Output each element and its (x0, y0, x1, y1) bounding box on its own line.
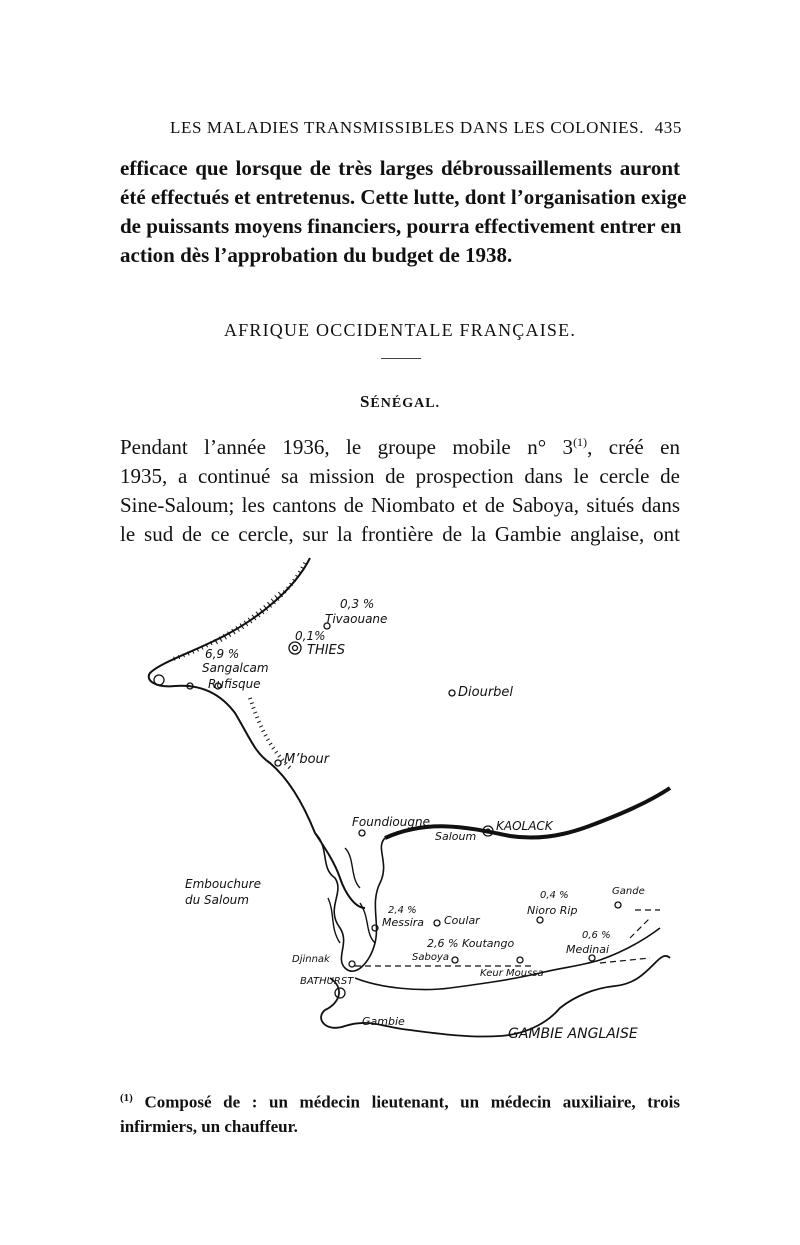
label-bathurst: BATHURST (300, 976, 354, 987)
paragraph-line (120, 428, 680, 462)
subsection-title (0, 392, 800, 412)
thies-marker (289, 642, 301, 654)
saloum-delta (315, 833, 385, 971)
label-koutango: 2,6 % Koutango (427, 937, 515, 950)
label-tivaouane: Tivaouane (325, 612, 388, 626)
label-tivaouane-pct: 0,3 % (340, 597, 375, 611)
label-gambie-anglaise: GAMBIE ANGLAISE (508, 1026, 638, 1042)
paragraph-line-text: Pendant l’année 1936, le groupe mobile n° 3 (120, 435, 574, 459)
label-diourbel: Diourbel (458, 685, 514, 700)
subsection-rest: ÉNÉGAL. (370, 396, 441, 411)
paragraph-line-tail: , créé en (587, 435, 680, 459)
label-rufisque: Rufisque (208, 677, 261, 691)
label-kaolack: KAOLACK (496, 819, 553, 833)
label-embouchure-1: Embouchure (185, 877, 261, 891)
label-messira: Messira (382, 916, 425, 929)
footnote-line-text: Composé de : un médecin lieutenant, un médecin auxiliaire, trois (144, 1092, 680, 1112)
diourbel-marker (449, 690, 455, 696)
label-embouchure-2: du Saloum (185, 893, 249, 907)
coular-marker (434, 920, 440, 926)
label-gambie: Gambie (362, 1015, 405, 1028)
paragraph-2 (120, 428, 680, 549)
label-mbour: M’bour (284, 752, 330, 767)
label-messira-pct: 2,4 % (388, 905, 417, 916)
bathurst-marker (335, 988, 345, 998)
label-saboya: Saboya (412, 952, 449, 963)
page-number: 435 (654, 118, 682, 137)
paragraph-line: le sud de ce cercle, sur la frontière de la Gambie anglaise, ont (120, 522, 680, 546)
label-foundiougne: Foundiougne (352, 815, 430, 829)
label-medina: Medinai (566, 943, 610, 956)
label-sangalcam-pct: 6,9 % (205, 647, 240, 661)
paragraph-1 (120, 154, 687, 270)
label-thies-pct: 0,1% (295, 629, 326, 643)
senegal-map (130, 548, 680, 1068)
dakar-marker (154, 675, 164, 685)
section-divider (381, 358, 421, 359)
subsection-cap: S (359, 392, 371, 411)
label-medina-pct: 0,6 % (582, 930, 611, 941)
paragraph-line: efficace que lorsque de très larges débroussaillements auront (120, 156, 680, 180)
label-nioro: Nioro Rip (527, 904, 578, 917)
label-saloum: Saloum (435, 830, 477, 843)
saboya-marker (452, 957, 458, 963)
label-djinnak: Djinnak (292, 954, 330, 965)
footnote (120, 1086, 680, 1139)
running-title: LES MALADIES TRANSMISSIBLES DANS LES COLONIES. (170, 118, 645, 137)
label-gande: Gande (612, 886, 645, 897)
koutango-marker (517, 957, 523, 963)
paragraph-line: de puissants moyens financiers, pourra effectivement entrer en (120, 214, 682, 238)
paragraph-line: action dès l’approbation du budget de 1938. (120, 243, 513, 267)
paragraph-line: été effectués et entretenus. Cette lutte, dont l’organisation exige (120, 185, 687, 209)
label-sangalcam: Sangalcam (202, 661, 269, 675)
label-coular: Coular (444, 914, 480, 927)
gande-marker (615, 902, 621, 908)
footnote-line: infirmiers, un chauffeur. (120, 1116, 298, 1136)
footnote-marker: (1) (120, 1092, 133, 1104)
label-nioro-pct: 0,4 % (540, 890, 569, 901)
nioro-marker (537, 917, 543, 923)
label-thies: THIES (307, 643, 346, 658)
delta-islands (328, 848, 375, 943)
djinnak-marker (349, 961, 355, 967)
coastline (149, 558, 365, 908)
mbour-marker (275, 760, 281, 766)
running-head (170, 118, 682, 138)
label-keur-moussa: Keur Moussa (480, 968, 544, 979)
paragraph-line: Sine-Saloum; les cantons de Niombato et de Saboya, situés dans (120, 493, 680, 517)
foundiougne-marker (359, 830, 365, 836)
section-title: AFRIQUE OCCIDENTALE FRANÇAISE. (223, 320, 577, 340)
footnote-line (120, 1086, 680, 1115)
paragraph-line: 1935, a continué sa mission de prospection dans le cercle de (120, 464, 680, 488)
footnote-ref: (1) (573, 435, 588, 449)
